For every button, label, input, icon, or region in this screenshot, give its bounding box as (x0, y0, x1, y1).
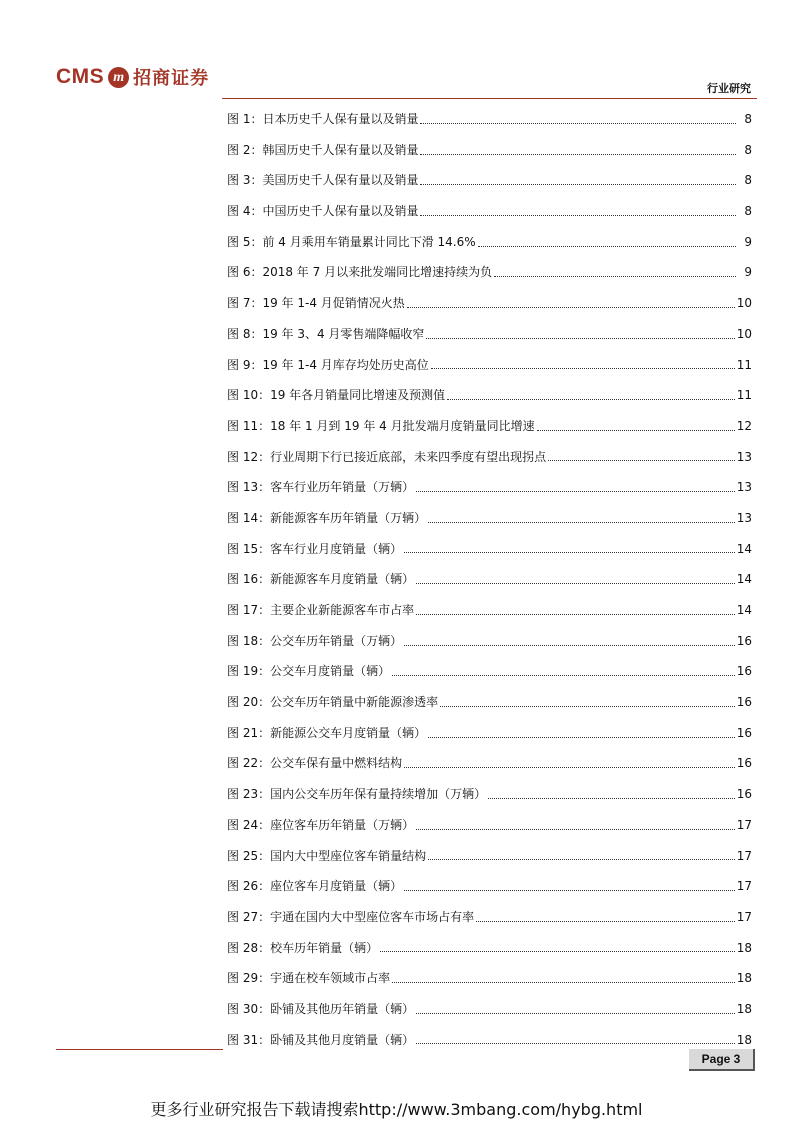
toc-entry[interactable] (227, 687, 752, 718)
toc-dot-leader (416, 614, 735, 615)
toc-entry-label: 图 17：主要企业新能源客车市占率 (227, 603, 415, 617)
toc-entry-label: 图 14：新能源客车历年销量（万辆） (227, 510, 427, 525)
toc-entry[interactable] (227, 135, 752, 166)
toc-entry-page: 14 (736, 572, 752, 587)
page-header (0, 0, 793, 100)
toc-dot-leader (416, 1043, 735, 1044)
toc-entry-label: 图 11：18 年 1 月到 19 年 4 月批发端月度销量同比增速 (227, 418, 535, 433)
toc-entry-label: 图 29：宇通在校车领域市占率 (227, 971, 391, 986)
toc-entry-label: 图 8：19 年 3、4 月零售端降幅收窄 (227, 326, 425, 341)
toc-entry[interactable] (227, 1025, 752, 1056)
toc-dot-leader (407, 307, 735, 308)
toc-entry[interactable] (227, 902, 752, 933)
toc-dot-leader (380, 951, 735, 952)
toc-dot-leader (537, 430, 735, 431)
toc-dot-leader (440, 706, 735, 707)
toc-entry[interactable] (227, 718, 752, 749)
toc-dot-leader (428, 737, 735, 738)
toc-entry-page: 14 (736, 603, 752, 617)
toc-entry-label: 图 13：客车行业历年销量（万辆） (227, 480, 415, 495)
toc-dot-leader (420, 184, 736, 185)
toc-entry-page: 13 (736, 510, 752, 525)
toc-entry-label: 图 9：19 年 1-4 月库存均处历史高位 (227, 357, 429, 372)
toc-entry-label: 图 1：日本历史千人保有量以及销量 (227, 112, 419, 126)
toc-entry[interactable] (227, 564, 752, 595)
toc-dot-leader (392, 675, 735, 676)
toc-dot-leader (416, 583, 735, 584)
toc-entry[interactable] (227, 350, 752, 381)
download-watermark: 更多行业研究报告下载请搜索http://www.3mbang.com/hybg.html (150, 1100, 643, 1119)
toc-entry-page: 14 (736, 541, 752, 556)
toc-entry-label: 图 22：公交车保有量中燃料结构 (227, 756, 403, 771)
toc-dot-leader (420, 215, 736, 216)
toc-entry-page: 10 (736, 326, 752, 341)
toc-entry[interactable] (227, 104, 752, 135)
toc-entry-label: 图 6：2018 年 7 月以来批发端同比增速持续为负 (227, 265, 493, 280)
toc-entry[interactable] (227, 165, 752, 196)
toc-entry-label: 图 25：国内大中型座位客车销量结构 (227, 848, 427, 863)
toc-entry-page: 16 (736, 664, 752, 679)
toc-entry[interactable] (227, 380, 752, 411)
toc-dot-leader (494, 276, 736, 277)
toc-entry-label: 图 23：国内公交车历年保有量持续增加（万辆） (227, 787, 487, 802)
toc-dot-leader (478, 246, 736, 247)
toc-entry[interactable] (227, 288, 752, 319)
toc-entry-page: 9 (744, 234, 752, 249)
toc-entry-page: 8 (744, 173, 752, 188)
toc-dot-leader (428, 522, 735, 523)
toc-dot-leader (431, 368, 735, 369)
toc-dot-leader (404, 890, 735, 891)
toc-entry-label: 图 10：19 年各月销量同比增速及预测值 (227, 388, 446, 403)
toc-entry-label: 图 27：宇通在国内大中型座位客车市场占有率 (227, 909, 475, 924)
toc-entry-label: 图 5：前 4 月乘用车销量累计同比下滑 14.6% (227, 234, 476, 249)
toc-dot-leader (416, 829, 735, 830)
toc-entry-page: 17 (736, 848, 752, 863)
toc-dot-leader (420, 154, 736, 155)
company-logo (56, 64, 209, 90)
toc-entry-page: 10 (736, 296, 752, 311)
toc-entry-label: 图 31：卧铺及其他月度销量（辆） (227, 1032, 415, 1047)
toc-entry-label: 图 16：新能源客车月度销量（辆） (227, 572, 415, 587)
toc-entry-page: 17 (736, 879, 752, 894)
toc-entry[interactable] (227, 779, 752, 810)
toc-entry-label: 图 7：19 年 1-4 月促销情况火热 (227, 296, 405, 311)
toc-entry[interactable] (227, 871, 752, 902)
toc-dot-leader (404, 552, 735, 553)
logo-mark-icon: m (108, 67, 129, 88)
toc-entry-page: 11 (736, 357, 752, 372)
toc-dot-leader (392, 982, 735, 983)
toc-dot-leader (426, 338, 734, 339)
toc-entry-label: 图 3：美国历史千人保有量以及销量 (227, 173, 419, 188)
toc-entry[interactable] (227, 411, 752, 442)
toc-entry[interactable] (227, 442, 752, 473)
toc-entry-page: 18 (736, 940, 752, 955)
toc-dot-leader (447, 399, 735, 400)
toc-entry-page: 16 (736, 695, 752, 710)
toc-entry-page: 11 (736, 388, 752, 403)
toc-entry-label: 图 26：座位客车月度销量（辆） (227, 879, 403, 894)
toc-entry-page: 8 (744, 112, 752, 126)
header-divider (222, 98, 757, 99)
toc-entry-label: 图 18：公交车历年销量（万辆） (227, 633, 403, 648)
toc-entry-label: 图 2：韩国历史千人保有量以及销量 (227, 142, 419, 157)
toc-entry[interactable] (227, 810, 752, 841)
toc-entry[interactable] (227, 748, 752, 779)
toc-dot-leader (404, 645, 735, 646)
toc-entry[interactable] (227, 534, 752, 565)
toc-entry-page: 16 (736, 725, 752, 740)
logo-cms-text: CMS (56, 65, 105, 88)
toc-entry-page: 8 (744, 204, 752, 219)
toc-entry[interactable] (227, 503, 752, 534)
toc-dot-leader (476, 921, 735, 922)
toc-dot-leader (488, 798, 735, 799)
toc-entry-label: 图 28：校车历年销量（辆） (227, 940, 379, 955)
toc-entry[interactable] (227, 626, 752, 657)
figure-index-list (227, 104, 752, 1055)
toc-dot-leader (416, 491, 735, 492)
toc-entry-page: 8 (744, 142, 752, 157)
toc-entry-page: 17 (736, 909, 752, 924)
toc-entry-label: 图 4：中国历史千人保有量以及销量 (227, 204, 419, 219)
toc-entry[interactable] (227, 319, 752, 350)
toc-entry-label: 图 20：公交车历年销量中新能源渗透率 (227, 695, 439, 710)
toc-entry[interactable] (227, 196, 752, 227)
toc-entry-page: 18 (736, 1001, 752, 1016)
toc-entry[interactable] (227, 963, 752, 994)
toc-entry-page: 18 (736, 971, 752, 986)
toc-dot-leader (404, 767, 735, 768)
toc-dot-leader (548, 460, 735, 461)
toc-entry[interactable] (227, 656, 752, 687)
toc-entry-label: 图 30：卧铺及其他历年销量（辆） (227, 1001, 415, 1016)
toc-entry[interactable] (227, 841, 752, 872)
toc-entry-label: 图 21：新能源公交车月度销量（辆） (227, 725, 427, 740)
logo-chinese-name: 招商证券 (133, 68, 210, 89)
toc-entry-page: 9 (744, 265, 752, 280)
toc-entry-page: 13 (736, 480, 752, 495)
toc-entry-page: 12 (736, 418, 752, 433)
toc-entry-label: 图 15：客车行业月度销量（辆） (227, 541, 403, 556)
toc-entry-page: 16 (736, 787, 752, 802)
toc-entry[interactable] (227, 994, 752, 1025)
toc-dot-leader (420, 123, 736, 124)
footer-divider (56, 1049, 223, 1050)
toc-dot-leader (416, 1013, 735, 1014)
toc-entry[interactable] (227, 595, 752, 626)
toc-entry-page: 13 (736, 449, 752, 464)
toc-entry[interactable] (227, 257, 752, 288)
toc-entry-label: 图 12：行业周期下行已接近底部，未来四季度有望出现拐点 (227, 449, 547, 464)
toc-entry[interactable] (227, 227, 752, 258)
toc-entry-page: 16 (736, 633, 752, 648)
report-category: 行业研究 (707, 82, 751, 95)
page-number-badge: Page 3 (689, 1049, 755, 1071)
toc-entry-page: 16 (736, 756, 752, 771)
toc-entry-label: 图 24：座位客车历年销量（万辆） (227, 817, 415, 832)
toc-dot-leader (428, 859, 735, 860)
toc-entry-page: 17 (736, 817, 752, 832)
toc-entry[interactable] (227, 472, 752, 503)
toc-entry-label: 图 19：公交车月度销量（辆） (227, 664, 391, 679)
toc-entry[interactable] (227, 933, 752, 964)
toc-entry-page: 18 (736, 1032, 752, 1047)
